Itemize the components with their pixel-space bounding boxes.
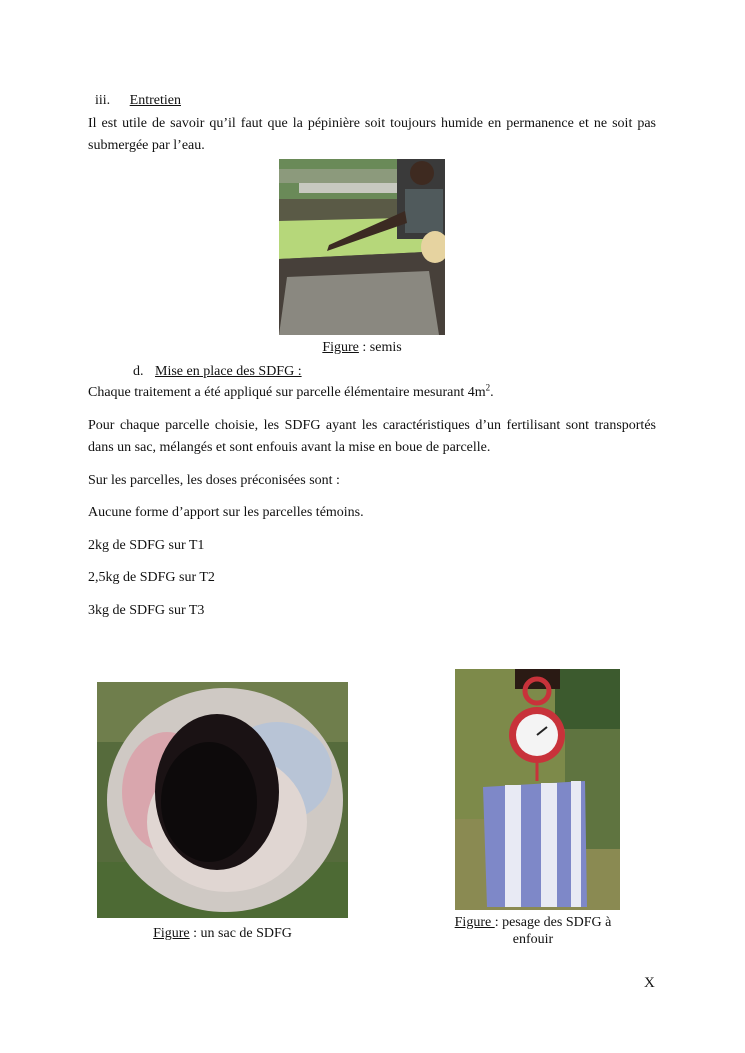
figure-caption-text: : semis	[358, 340, 402, 355]
dose-line: Aucune forme d’apport sur les parcelles témoins.	[88, 505, 364, 520]
page-number: X	[644, 975, 655, 991]
dose-line: 2kg de SDFG sur T1	[88, 538, 205, 553]
paragraph-traitement	[88, 382, 656, 404]
figure-label: Figure	[153, 926, 190, 941]
paragraph-doses: Sur les parcelles, les doses préconisées sont :	[88, 473, 340, 488]
photo-semis	[279, 159, 445, 335]
section-marker: iii.	[95, 93, 111, 108]
figure-caption-text: : pesage des SDFG à	[494, 915, 612, 930]
section-title: Entretien	[129, 93, 181, 108]
superscript: 2	[485, 382, 491, 393]
caption-sac	[97, 925, 348, 942]
caption-line-2: enfouir	[512, 932, 554, 947]
paragraph-entretien: Il est utile de savoir qu’il faut que la pépinière soit toujours humide en permanence et ne soit pas submergée par l’eau.	[88, 116, 656, 153]
section-marker: d.	[133, 364, 144, 379]
paragraph-parcelle: Pour chaque parcelle choisie, les SDFG ayant les caractéristiques d’un fertilisant sont transportés dans un sac, mélangés et sont enfouis avant la mise en boue de parcelle.	[88, 418, 656, 455]
figure-caption-text: : un sac de SDFG	[189, 926, 292, 941]
section-iii-heading	[95, 90, 181, 112]
dose-line: 3kg de SDFG sur T3	[88, 603, 205, 618]
figure-label: Figure	[454, 915, 495, 930]
section-title: Mise en place des SDFG :	[155, 364, 302, 379]
caption-line-1	[440, 914, 626, 931]
caption-semis	[279, 339, 445, 356]
traitement-text: Chaque traitement a été appliqué sur parcelle élémentaire mesurant 4m	[88, 385, 486, 400]
caption-pesage	[440, 914, 626, 948]
photo-sac-sdfg	[97, 682, 348, 918]
traitement-end: .	[490, 385, 494, 400]
dose-line: 2,5kg de SDFG sur T2	[88, 570, 215, 585]
figure-label: Figure	[322, 340, 359, 355]
section-d-heading	[133, 361, 302, 383]
photo-pesage-sdfg	[455, 669, 620, 910]
